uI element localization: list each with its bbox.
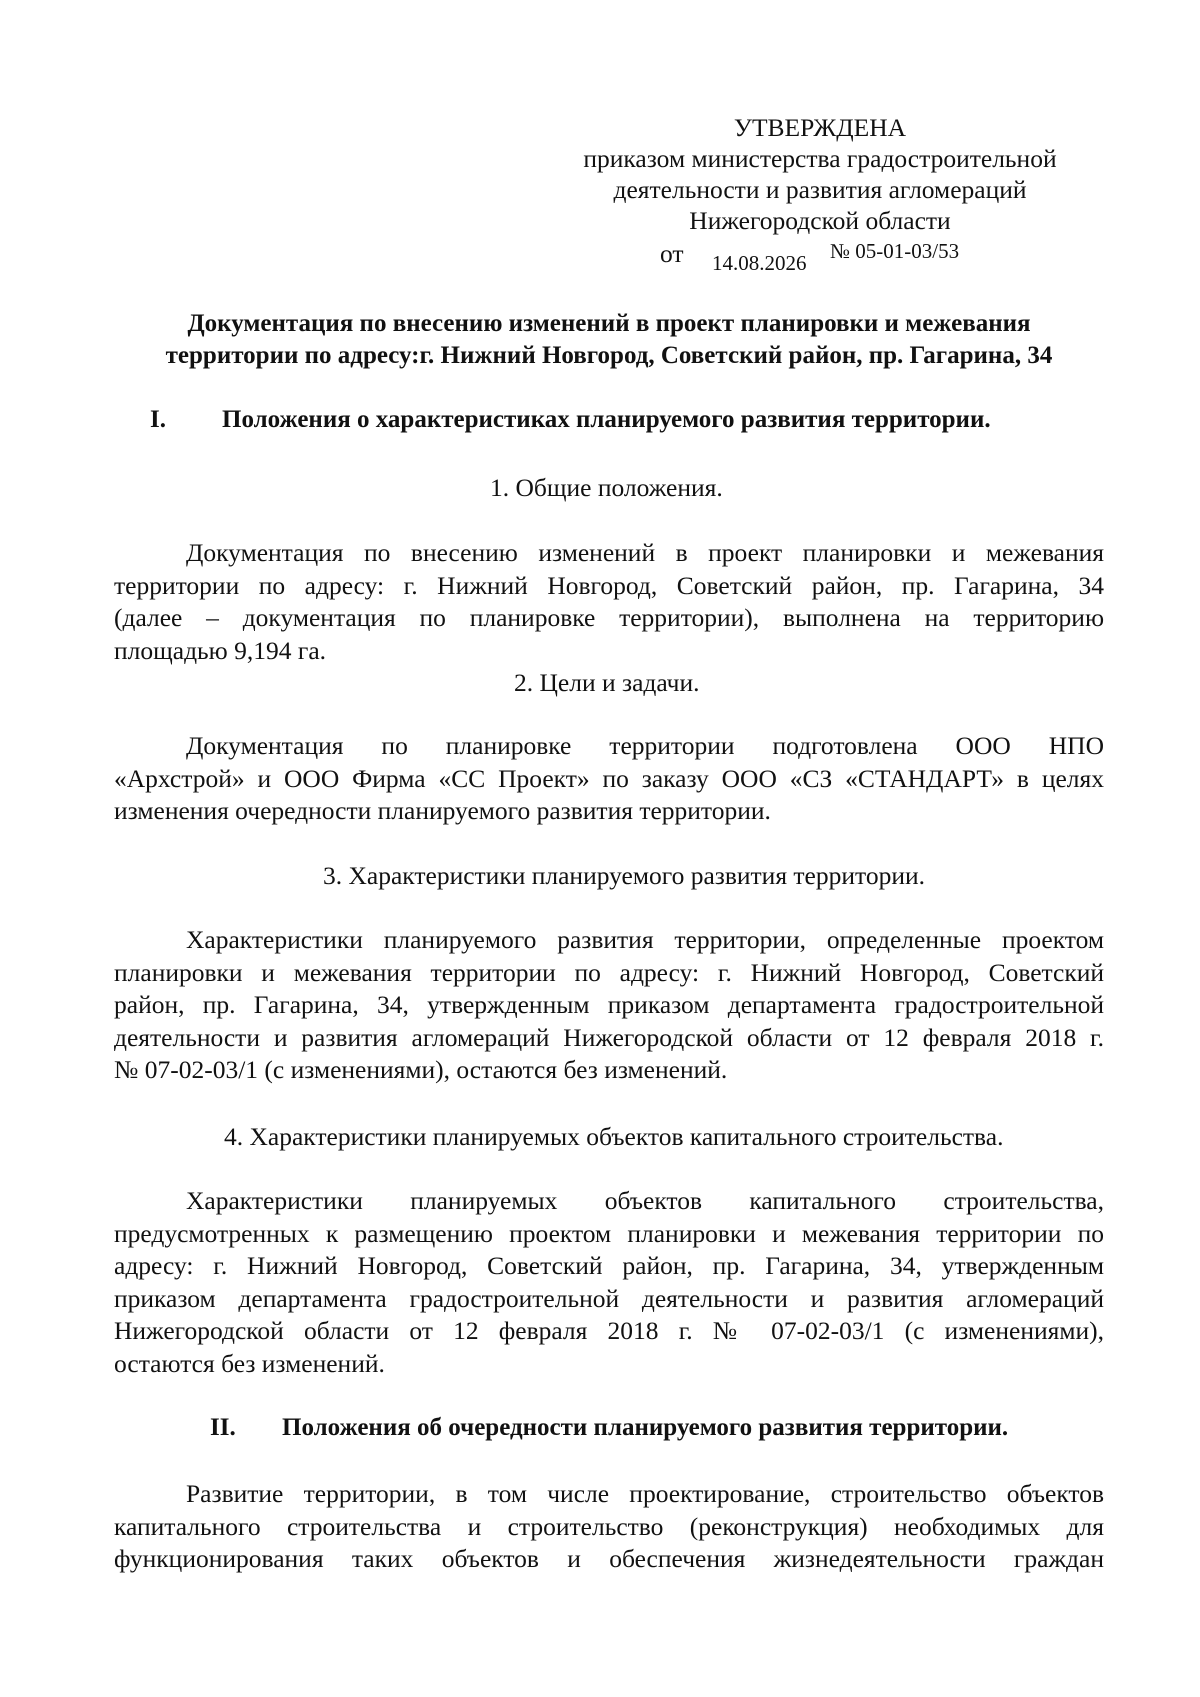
paragraph-line: № 07-02-03/1 (с изменениями), остаются без изменений. (114, 1055, 728, 1084)
section-2-paragraph (114, 1478, 1104, 1576)
approval-from-label: от (660, 239, 684, 268)
section-1-number: I. (150, 406, 166, 433)
paragraph-line: (далее – документация по планировке территории), выполнена на территорию (114, 603, 1104, 632)
section-heading-2 (210, 1412, 1110, 1444)
section-2-title: Положения об очередности планируемого развития территории. (282, 1414, 1009, 1441)
paragraph-line: «Архстрой» и ООО Фирма «СС Проект» по заказу ООО «СЗ «СТАНДАРТ» в целях (114, 763, 1104, 793)
paragraph-line: адресу: г. Нижний Новгород, Советский район, пр. Гагарина, 34, утвержденным (114, 1251, 1104, 1280)
paragraph-line: деятельности и развития агломераций Нижегородской области от 12 февраля 2018 г. (114, 1022, 1104, 1052)
paragraph-line: приказом департамента градостроительной деятельности и развития агломераций (114, 1283, 1104, 1313)
approval-stamp (560, 112, 1080, 275)
paragraph-line: планировки и межевания территории по адресу: г. Нижний Новгород, Советский (114, 957, 1104, 987)
paragraph-line: территории по адресу: г. Нижний Новгород, Советский район, пр. Гагарина, 34 (114, 570, 1104, 600)
subsection-4-paragraph (114, 1185, 1104, 1380)
approval-date: 14.08.2026 (712, 251, 807, 275)
section-heading-1 (150, 404, 1100, 436)
approval-line-3: Нижегородской области (689, 206, 951, 235)
section-2-number: II. (210, 1414, 236, 1441)
paragraph-line: Документация по внесению изменений в проект планировки и межевания (186, 538, 1104, 567)
paragraph-line: функционирования таких объектов и обеспечения жизнедеятельности граждан (114, 1544, 1104, 1573)
subsection-2-heading: 2. Цели и задачи. (514, 668, 700, 697)
paragraph-line: предусмотренных к размещению проектом планировки и межевания территории по (114, 1218, 1104, 1248)
subsection-1-heading: 1. Общие положения. (490, 473, 723, 502)
paragraph-line: Характеристики планируемых объектов капитального строительства, (186, 1186, 1104, 1215)
paragraph-line: площадью 9,194 га. (114, 635, 327, 665)
approval-line-2: деятельности и развития агломераций (613, 175, 1027, 204)
subsection-3-paragraph (114, 924, 1104, 1087)
paragraph-line: Нижегородской области от 12 февраля 2018 г. № 07-02-03/1 (с изменениями), (114, 1316, 1104, 1345)
paragraph-line: изменения очередности планируемого развития территории. (114, 796, 771, 825)
approval-order-line (560, 236, 1080, 275)
approval-line-1: приказом министерства градостроительной (583, 144, 1057, 173)
subsection-2-paragraph (114, 730, 1104, 828)
subsection-1-paragraph (114, 537, 1104, 667)
paragraph-line: Развитие территории, в том числе проектирование, строительство объектов (186, 1479, 1104, 1508)
paragraph-line: остаются без изменений. (114, 1348, 385, 1378)
approval-title: УТВЕРЖДЕНА (733, 113, 907, 142)
approval-number: № 05-01-03/53 (830, 239, 960, 263)
paragraph-line: район, пр. Гагарина, 34, утвержденным приказом департамента градостроительной (114, 990, 1104, 1019)
document-title-line-1: Документация по внесению изменений в проект планировки и межевания (187, 310, 1031, 337)
document-title (114, 308, 1104, 372)
paragraph-line: Документация по планировке территории подготовлена ООО НПО (186, 731, 1104, 760)
paragraph-line: Характеристики планируемого развития территории, определенные проектом (186, 925, 1104, 954)
paragraph-line: капитального строительства и строительство (реконструкция) необходимых для (114, 1511, 1104, 1541)
subsection-3-heading: 3. Характеристики планируемого развития территории. (323, 861, 926, 890)
section-1-title: Положения о характеристиках планируемого развития территории. (222, 406, 991, 433)
subsection-4-heading: 4. Характеристики планируемых объектов капитального строительства. (224, 1122, 1004, 1151)
document-title-line-2: территории по адресу:г. Нижний Новгород, Советский район, пр. Гагарина, 34 (165, 342, 1053, 369)
